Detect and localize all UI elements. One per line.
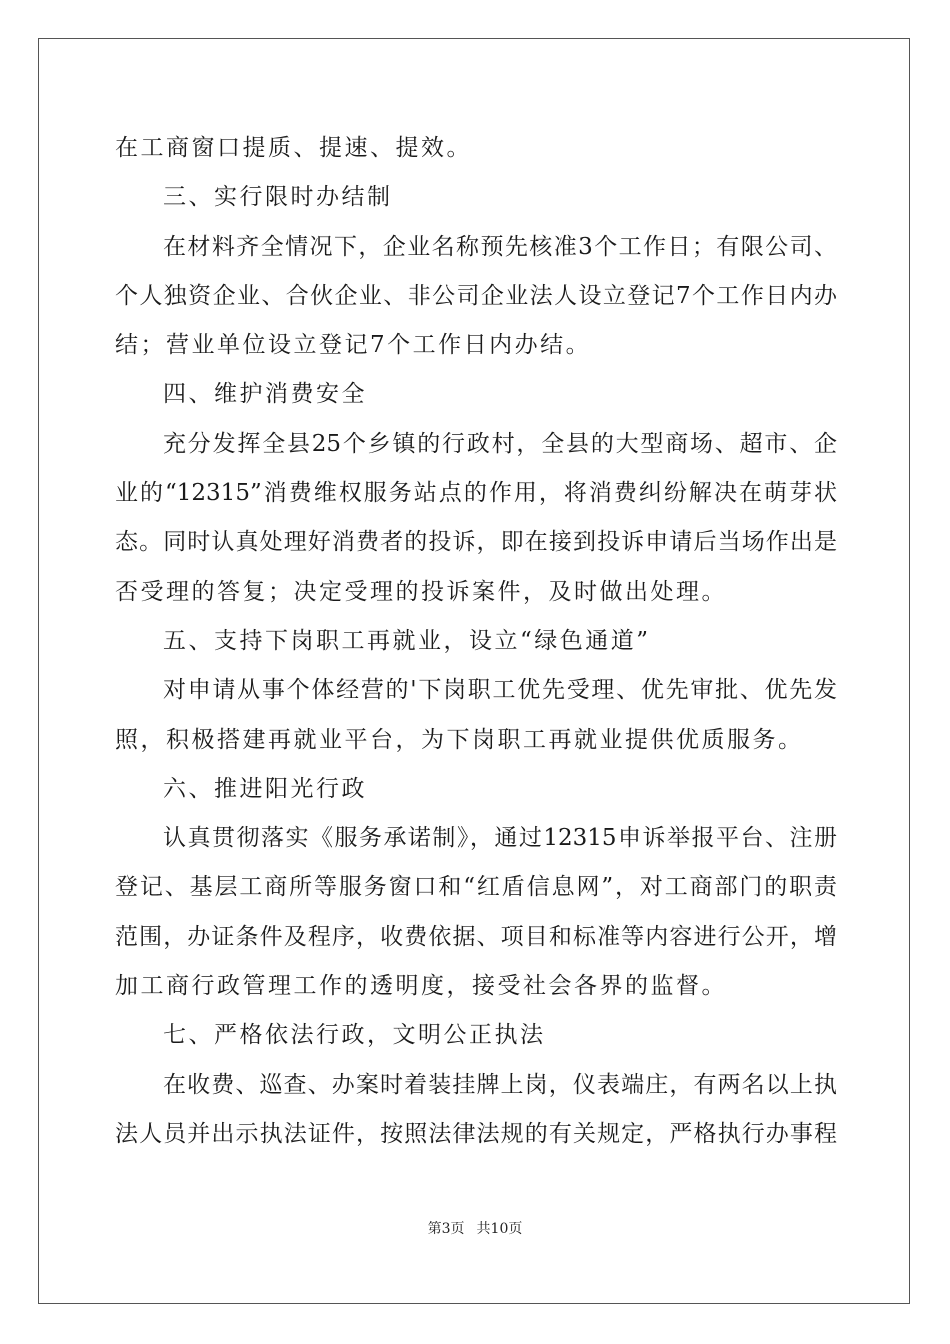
text-line: 业的“12315”消费维权服务站点的作用，将消费纠纷解决在萌芽状 — [115, 480, 837, 507]
total-pages: 共10页 — [476, 1221, 523, 1237]
text-line: 在收费、巡查、办案时着装挂牌上岗，仪表端庄，有两名以上执 — [163, 1071, 837, 1098]
text-line: 否受理的答复；决定受理的投诉案件，及时做出处理。 — [115, 578, 727, 605]
text-line: 六、推进阳光行政 — [163, 775, 367, 802]
text-line: 态。同时认真处理好消费者的投诉，即在接到投诉申请后当场作出是 — [115, 529, 837, 556]
text-line: 七、严格依法行政，文明公正执法 — [163, 1022, 546, 1049]
text-line: 个人独资企业、合伙企业、非公司企业法人设立登记7个工作日内办 — [115, 282, 837, 309]
text-line: 五、支持下岗职工再就业，设立“绿色通道” — [163, 627, 651, 654]
text-line: 充分发挥全县25个乡镇的行政村，全县的大型商场、超市、企 — [163, 430, 837, 457]
text-line: 四、维护消费安全 — [163, 381, 367, 408]
text-line: 在工商窗口提质、提速、提效。 — [115, 135, 472, 161]
text-line: 结；营业单位设立登记7个工作日内办结。 — [115, 332, 592, 359]
text-line: 在材料齐全情况下，企业名称预先核准3个工作日；有限公司、 — [163, 233, 837, 260]
text-line: 范围，办证条件及程序，收费依据、项目和标准等内容进行公开，增 — [115, 923, 837, 950]
text-line: 法人员并出示执法证件，按照法律法规的有关规定，严格执行办事程 — [115, 1120, 837, 1147]
text-line: 照，积极搭建再就业平台，为下岗职工再就业提供优质服务。 — [115, 726, 804, 753]
text-line: 加工商行政管理工作的透明度，接受社会各界的监督。 — [115, 973, 727, 1000]
text-line: 登记、基层工商所等服务窗口和“红盾信息网”，对工商部门的职责 — [115, 874, 837, 901]
text-line: 三、实行限时办结制 — [163, 184, 393, 211]
document-body — [115, 124, 837, 1159]
text-line: 认真贯彻落实《服务承诺制》，通过12315申诉举报平台、注册 — [163, 825, 837, 852]
current-page-number: 第3页 — [427, 1221, 465, 1237]
page-footer — [0, 1218, 950, 1238]
text-line: 对申请从事个体经营的'下岗职工优先受理、优先审批、优先发 — [163, 677, 837, 704]
